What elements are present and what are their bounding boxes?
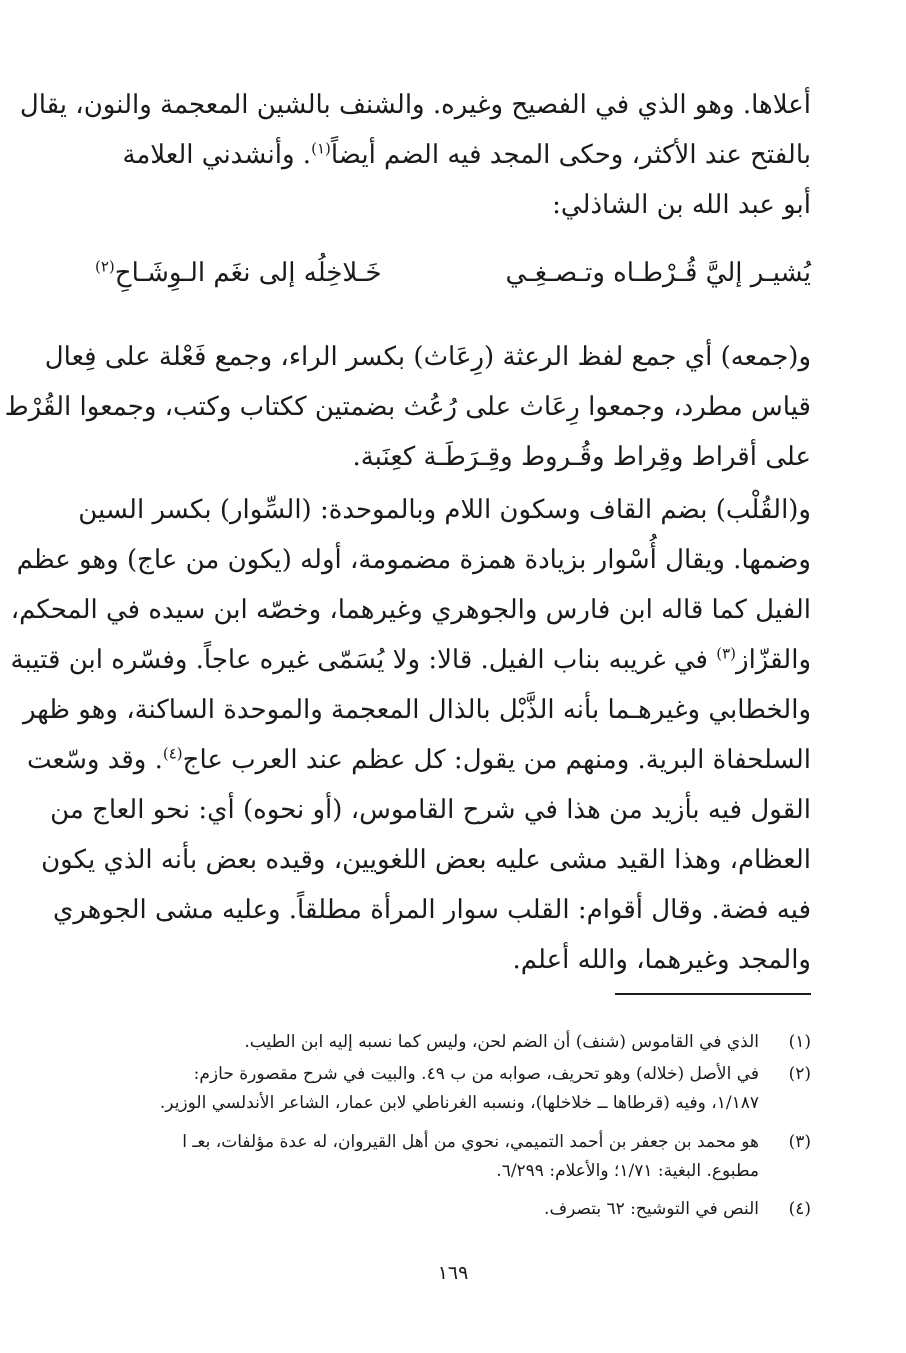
text-line: على أقراط وقِراط وقُـروط وقِـرَطَـة كعِنَبة. (352, 442, 811, 472)
text-line: أبو عبد الله بن الشاذلي: (552, 190, 811, 220)
footnote-ref: (٢) (95, 257, 115, 276)
footnote-ref: (٤) (162, 744, 183, 763)
footnote-text (95, 1128, 759, 1186)
footnote-number: (٣) (788, 1132, 811, 1152)
verse-second-text: خَـلاخِلُه إلى نغَم الـوِشَـاحِ (114, 258, 382, 288)
footnote-text (95, 1028, 759, 1057)
text-line: فيه فضة. وقال أقوام: القلب سوار المرأة مطلقاً. وعليه مشى الجوهري (52, 895, 811, 925)
text-line (27, 735, 811, 785)
footnote-separator (615, 993, 811, 995)
footnote-line: ١/١٨٧، وفيه (قرطاها ــ خلاخلها)، ونسبه الغرناطي لابن عمار، الشاعر الأندلسي الوزير. (159, 1093, 759, 1113)
text-segment: والقزّاز (736, 645, 811, 675)
text-line: والمجد وغيرهما، والله أعلم. (512, 945, 811, 975)
text-segment: بالفتح عند الأكثر، وحكى المجد فيه الضم أيضاً (330, 140, 811, 170)
text-line: وضمها. ويقال أُسْوار بزيادة همزة مضمومة، أوله (يكون من عاج) وهو عظم (16, 545, 811, 575)
footnote-4 (95, 1195, 811, 1224)
poetry-verse (95, 248, 811, 298)
footnote-ref: (٣) (716, 644, 737, 663)
text-line: و(جمعه) أي جمع لفظ الرعثة (رِعَاث) بكسر الراء، وجمع فَعْلة على فِعال (44, 342, 811, 372)
footnote-number: (١) (788, 1032, 811, 1052)
text-line: القول فيه بأزيد من هذا في شرح القاموس، (أو نحوه) أي: نحو العاج من (50, 795, 811, 825)
footnote-number: (٢) (788, 1064, 811, 1084)
footnote-text (95, 1060, 759, 1118)
footnote-number: (٤) (788, 1199, 811, 1219)
paragraph-1 (19, 80, 811, 230)
paragraph-3 (10, 485, 811, 985)
text-line (95, 130, 811, 180)
verse-second-hemistich (95, 248, 382, 298)
verse-first-hemistich: يُشيـر إليَّ قُـرْطـاه وتـصـغِـي (505, 258, 811, 288)
text-line: أعلاها. وهو الذي في الفصيح وغيره. والشنف بالشين المعجمة والنون، يقال (19, 90, 811, 120)
footnote-line: الذي في القاموس (شنف) أن الضم لحن، وليس كما نسبه إليه ابن الطيب. (244, 1032, 759, 1052)
text-line: و(القُلْب) بضم القاف وسكون اللام وبالموحدة: (السِّوار) بكسر السين (78, 495, 811, 525)
footnote-2 (95, 1060, 811, 1118)
text-segment: السلحفاة البرية. ومنهم من يقول: كل عظم عند العرب عاج (182, 745, 811, 775)
footnote-line: النص في التوشيح: ٦٢ بتصرف. (544, 1199, 759, 1219)
footnote-line: مطبوع. البغية: ١/٧١؛ والأعلام: ٦/٢٩٩. (496, 1161, 759, 1181)
footnote-line: هو محمد بن جعفر بن أحمد التميمي، نحوي من أهل القيروان، له عدة مؤلفات، بعـ ا (182, 1132, 759, 1152)
footnote-line: في الأصل (خلاله) وهو تحريف، صوابه من ب ٤٩. والبيت في شرح مقصورة حازم: (193, 1064, 759, 1084)
text-line: قياس مطرد، وجمعوا رِعَاث على رُعُث بضمتين ككتاب وكتب، وجمعوا القُرْط (4, 392, 811, 422)
text-segment: . وأنشدني العلامة (122, 140, 312, 170)
footnote-1 (95, 1028, 811, 1057)
page-number: ١٦٩ (437, 1262, 469, 1284)
text-line (10, 635, 811, 685)
footnote-ref: (١) (311, 139, 331, 158)
text-line: العظام، وهذا القيد مشى عليه بعض اللغويين، وقيده بعض بأنه الذي يكون (41, 845, 811, 875)
footnote-text (95, 1195, 759, 1224)
text-segment: . وقد وسّعت (27, 745, 163, 775)
footnote-3 (95, 1128, 811, 1186)
text-segment: في غريبه بناب الفيل. قالا: ولا يُسَمّى غيره عاجاً. وفسّره ابن قتيبة (10, 645, 708, 675)
text-line: الفيل كما قاله ابن فارس والجوهري وغيرهما، وخصّه ابن سيده في المحكم، (10, 595, 811, 625)
text-line: والخطابي وغيرهـما بأنه الذَّبْل بالذال المعجمة والموحدة الساكنة، وهو ظهر (22, 695, 811, 725)
paragraph-2 (4, 332, 811, 482)
